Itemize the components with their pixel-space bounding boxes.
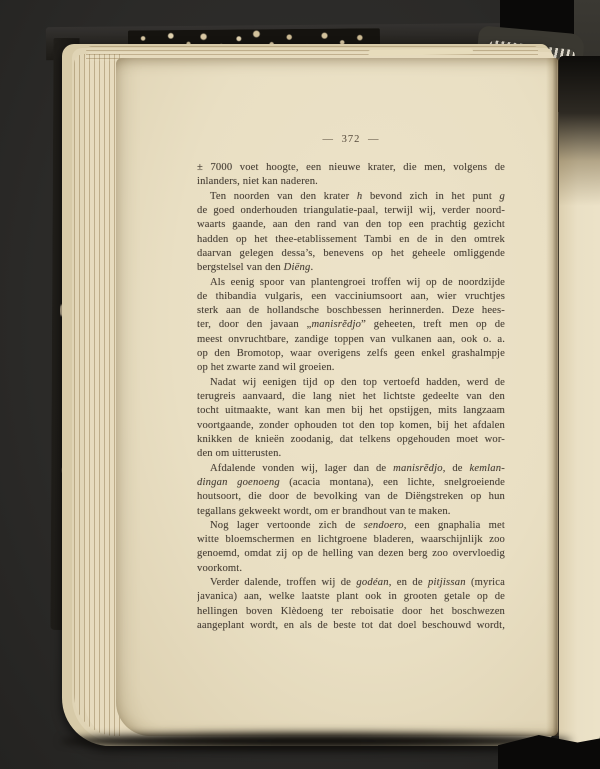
- text-line: waarts gaande, aan den rand van den top een prachtig gezicht: [197, 219, 505, 231]
- text-line: dingan goenoeng (acacia montana), een lichte, snelgroeiende: [197, 476, 505, 488]
- text-line: voorkomt.: [197, 562, 243, 574]
- text-line: hadden op het thee-etablissement Tambi en de in den omtrek: [197, 233, 505, 245]
- text-line: voortgaande, zonder ophouden tot den top komen, bij het afdalen: [197, 419, 505, 431]
- text-line: daarvan gelegen dessa’s, benevens op het geheele omliggende: [197, 247, 505, 259]
- page-number: — 372 —: [322, 134, 380, 145]
- text-line: aangeplant wordt, en als de beste tot dat doel beschouwd wordt,: [197, 620, 505, 631]
- text-line: inlanders, niet kan naderen.: [197, 176, 318, 188]
- text-line: knikken de knieën zoodanig, dat telkens opgehouden moet wor-: [197, 433, 505, 445]
- text-line: terugreis aanvaard, die lang niet het lichtste gedeelte van den: [197, 391, 505, 402]
- text-line: houtsoort, die door de bevolking van de Diëngstreken op hun: [197, 491, 505, 503]
- text-line: op het zwarte zand wil groeien.: [197, 362, 335, 374]
- text-line: de goed onderhouden triangulatie-paal, terwijl wij, verder noord-: [197, 204, 505, 216]
- text-line: Nadat wij eenigen tijd op den top vertoefd hadden, werd de: [210, 376, 505, 388]
- text-line: Nog lager vertoonde zich de sendoero, een gnaphalia met: [210, 519, 505, 531]
- text-line: javanica) aan, welke laatste plant ook in grooten getale op de: [197, 591, 505, 603]
- text-line: ter, door den javaan „manisrĕdjo” geheeten, treft men op de: [197, 319, 505, 331]
- book-bottom-shadow: [60, 733, 572, 749]
- page-text: [197, 134, 505, 633]
- text-line: tegallans gekweekt wordt, om er brandhout van te maken.: [197, 505, 451, 517]
- text-line: genoemd, omdat zij op de helling van dezen berg zoo overvloedig: [197, 548, 505, 560]
- text-line: sterk aan de hollandsche boschbessen herinnerden. Deze hees-: [197, 305, 505, 317]
- text-line: de thibandia vulgaris, een vacciniumsoort aan, wier vruchtjes: [197, 290, 505, 302]
- page-edges-left: [74, 54, 122, 736]
- facing-page-sliver: [559, 56, 600, 746]
- text-line: tocht uitmaakte, want kan men bij het opstijgen, mits langzaam: [197, 405, 505, 417]
- text-line: meest onvruchtbare, zandige toppen van vulkanen aan, ook o. a.: [197, 333, 505, 345]
- text-line: bergstelsel van den Diëng.: [197, 262, 314, 274]
- text-line: Ten noorden van den krater h bevond zich in het punt g: [210, 190, 505, 202]
- body-text: [197, 161, 505, 633]
- page-gutter-crease: [546, 58, 559, 736]
- text-line: ± 7000 voet hoogte, een nieuwe krater, die men, volgens de: [197, 162, 505, 173]
- text-line: den om uitterusten.: [197, 448, 282, 460]
- text-line: Afdalende vonden wij, lager dan de manisrĕdjo, de kemlan-: [210, 462, 505, 474]
- text-line: Verder dalende, troffen wij de godéan, en de pitjissan (myrica: [210, 577, 505, 589]
- text-line: op den Bromotop, waar overigens zelfs geen enkel grashalmpje: [197, 348, 505, 360]
- text-line: hellingen boven Klèdoeng ter reboisatie door het boschwezen: [197, 605, 505, 617]
- text-line: witte bloemschermen en lichtgroene bladeren, waarschijnlijk zoo: [197, 534, 505, 546]
- text-line: Als eenig spoor van plantengroei troffen wij op de noordzijde: [210, 276, 505, 288]
